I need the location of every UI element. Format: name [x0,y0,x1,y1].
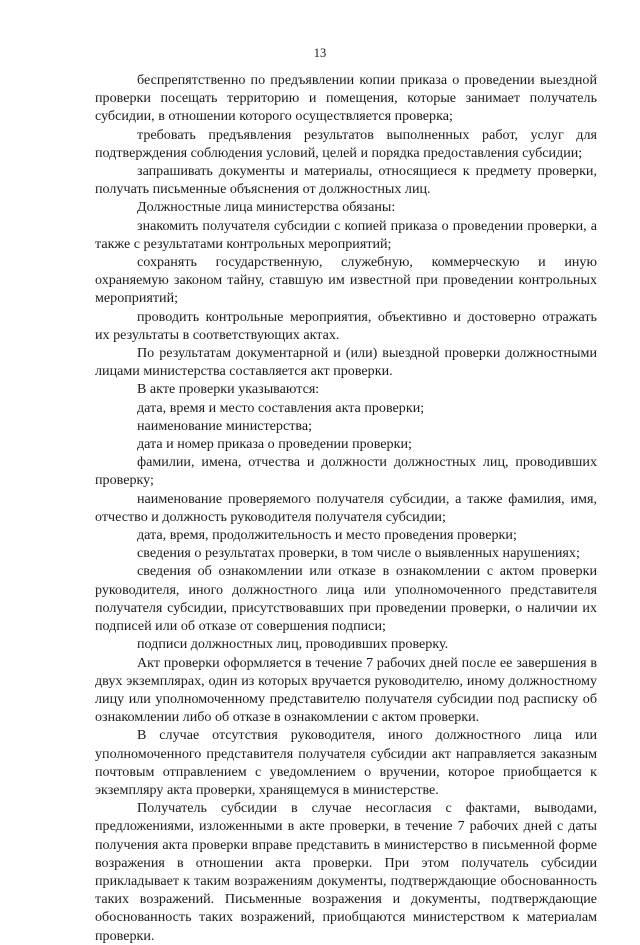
paragraph-5: знакомить получателя субсидии с копией приказа о проведении проверки, а также с результатами контрольных мероприятий; [95,217,597,252]
paragraph-14: наименование проверяемого получателя субсидии, а также фамилия, имя, отчество и должность руководителя получателя субсидии; [95,490,597,525]
paragraph-10: дата, время и место составления акта проверки; [137,399,425,416]
paragraph-9: В акте проверки указываются: [137,381,320,398]
paragraph-6: сохранять государственную, служебную, коммерческую и иную охраняемую законом тайну, ставшую им известной при проведении контрольных мероприятий; [95,254,597,307]
paragraph-4: Должностные лица министерства обязаны: [137,199,396,216]
page-number: 13 [313,46,327,60]
paragraph-21: Получатель субсидии в случае несогласия с фактами, выводами, предложениями, изложенными в акте проверки, в течение 7 рабочих дней с даты получения акта проверки вправе представить в министерство в письменной форме возражения в отношении акта проверки. При этом получатель субсидии прикладывает к таким возражениям документы, подтверждающие обоснованность таких возражений. Письменные возражения и документы, подтверждающие обоснованность таких возражений, приобщаются министерством к материалам проверки. [95,800,597,944]
paragraph-1: беспрепятственно по предъявлении копии приказа о проведении выездной проверки посещать территорию и помещения, которые занимает получатель субсидии, в отношении которого осуществляется проверка; [95,72,597,125]
paragraph-17: сведения об ознакомлении или отказе в ознакомлении с актом проверки руководителя, иного должностного лица или уполномоченного представителя получателя субсидии, присутствовавших при проведении проверки, о наличии их подписей или об отказе от совершения подписи; [95,563,597,635]
paragraph-18: подписи должностных лиц, проводивших проверку. [137,636,449,653]
paragraph-13: фамилии, имена, отчества и должности должностных лиц, проводивших проверку; [95,454,597,489]
paragraph-12: дата и номер приказа о проведении проверки; [137,436,412,453]
document-body [95,71,597,945]
paragraph-16: сведения о результатах проверки, в том числе о выявленных нарушениях; [137,545,580,562]
paragraph-3: запрашивать документы и материалы, относящиеся к предмету проверки, получать письменные объяснения от должностных лиц. [95,163,597,198]
paragraph-15: дата, время, продолжительность и место проведения проверки; [137,527,517,544]
paragraph-2: требовать предъявления результатов выполненных работ, услуг для подтверждения соблюдения условий, целей и порядка предоставления субсидии; [95,126,597,161]
paragraph-11: наименование министерства; [137,417,313,434]
paragraph-20: В случае отсутствия руководителя, иного должностного лица или уполномоченного представителя получателя субсидии акт направляется заказным почтовым отправлением с уведомлением о вручении, которое приобщается к экземпляру акта проверки, хранящемуся в министерстве. [95,727,597,798]
paragraph-7: проводить контрольные мероприятия, объективно и достоверно отражать их результаты в соответствующих актах. [95,308,597,343]
paragraph-19: Акт проверки оформляется в течение 7 рабочих дней после ее завершения в двух экземплярах, один из которых вручается руководителю, иному должностному лицу или уполномоченному представителю получателя субсидии под расписку об ознакомлении либо об отказе в ознакомлении с актом проверки. [95,654,597,726]
paragraph-8: По результатам документарной и (или) выездной проверки должностными лицами министерства составляется акт проверки. [95,345,597,380]
